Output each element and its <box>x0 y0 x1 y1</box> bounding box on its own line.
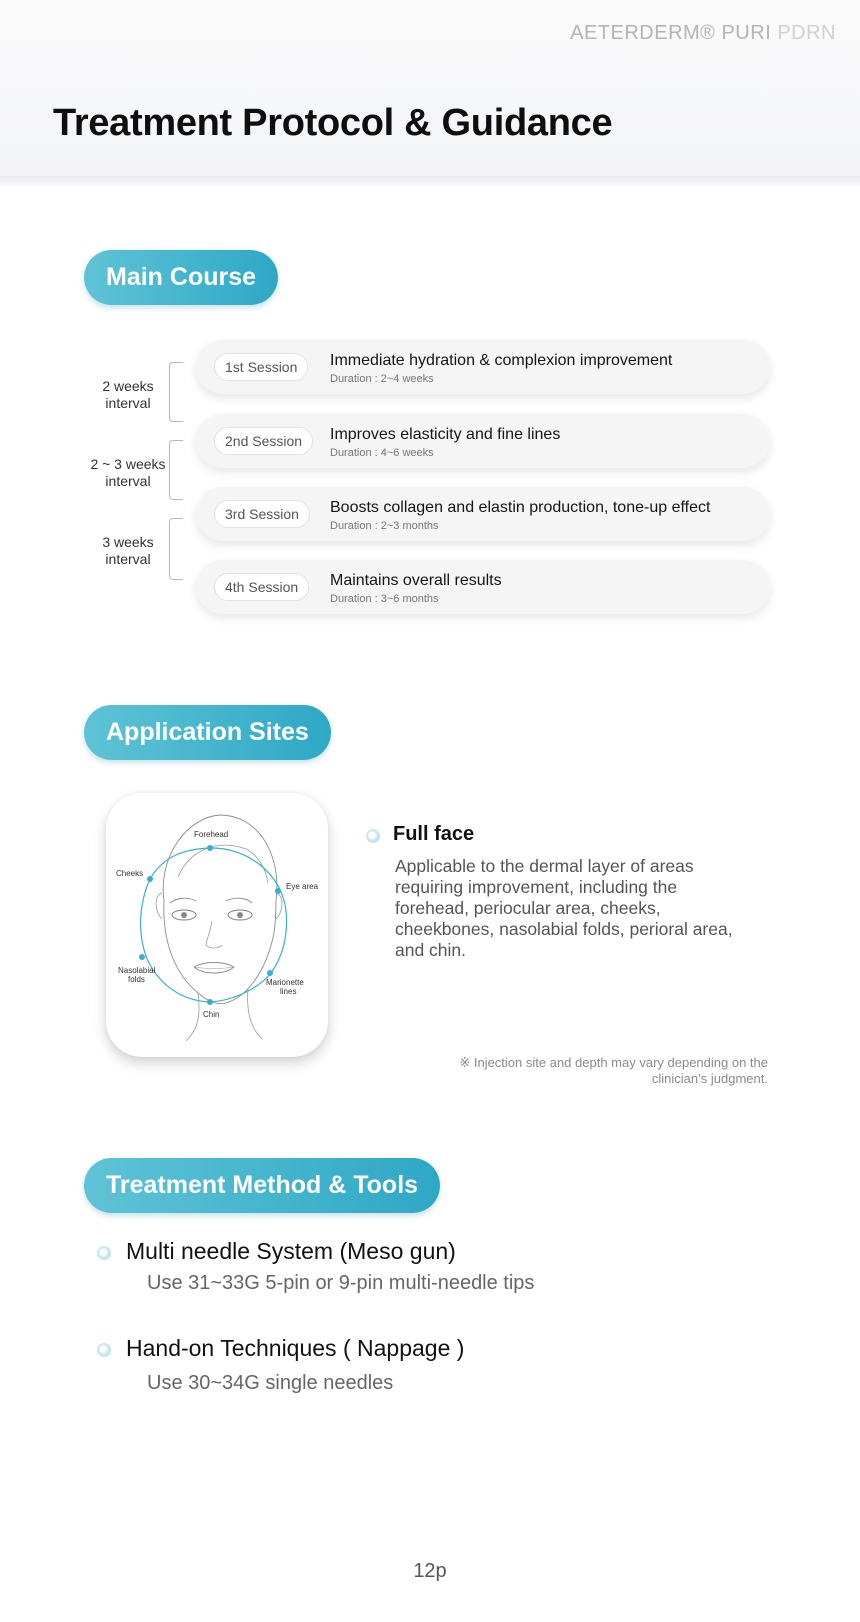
label-cheeks: Cheeks <box>116 869 144 878</box>
ear-right <box>276 893 282 919</box>
injection-note: ※ Injection site and depth may vary depending on the clinician’s judgment. <box>459 1055 768 1086</box>
head-outline <box>163 815 277 901</box>
label-eye-area: Eye area <box>286 882 319 891</box>
main-course-heading: Main Course <box>84 250 278 305</box>
session-card-1 <box>196 340 770 394</box>
session-tag: 1st Session <box>214 353 308 381</box>
pupil-left <box>181 912 187 918</box>
bullet-icon <box>366 829 380 843</box>
face-diagram-card <box>106 793 328 1057</box>
session-duration: Duration : 4~6 weeks <box>330 447 434 459</box>
session-tag: 2nd Session <box>214 427 313 455</box>
site-dot-cheeks <box>147 876 153 882</box>
interval-bracket-1 <box>169 362 183 422</box>
face-diagram <box>106 793 328 1057</box>
session-description: Immediate hydration & complexion improvement <box>330 352 673 369</box>
method-desc-1: Use 31~33G 5-pin or 9-pin multi-needle tips <box>147 1272 535 1294</box>
site-dot-eye-area <box>275 888 281 894</box>
neck-right <box>248 989 262 1039</box>
site-dot-forehead <box>207 845 213 851</box>
session-card-4 <box>196 560 770 614</box>
nose <box>206 921 222 948</box>
lip-line <box>194 967 234 969</box>
session-description: Boosts collagen and elastin production, tone-up effect <box>330 499 711 516</box>
page-title: Treatment Protocol & Guidance <box>53 102 613 144</box>
label-chin: Chin <box>203 1010 220 1019</box>
bullet-icon <box>97 1246 111 1260</box>
method-title-1: Multi needle System (Meso gun) <box>126 1238 456 1264</box>
session-description: Maintains overall results <box>330 572 502 589</box>
label-nasolabial-2: folds <box>128 975 145 984</box>
label-marionette-1: Marionette <box>266 978 304 987</box>
label-forehead: Forehead <box>194 830 229 839</box>
session-duration: Duration : 3~6 months <box>330 593 439 605</box>
pupil-right <box>237 912 243 918</box>
ear-left <box>156 893 162 919</box>
method-title-2: Hand-on Techniques ( Nappage ) <box>126 1335 465 1361</box>
page-number: 12p <box>413 1560 447 1582</box>
interval-label-2: 2 ~ 3 weeks interval <box>90 456 166 489</box>
full-face-title: Full face <box>393 823 475 845</box>
session-tag: 3rd Session <box>214 500 310 528</box>
session-duration: Duration : 2~3 months <box>330 520 439 532</box>
page-header <box>0 0 860 178</box>
label-marionette-2: lines <box>280 987 297 996</box>
site-dot-marionette <box>267 970 273 976</box>
brand-name: AETERDERM® PURI <box>570 22 772 44</box>
site-dot-chin <box>207 999 213 1005</box>
bullet-icon <box>97 1343 111 1357</box>
site-dot-nasolabial <box>139 954 145 960</box>
treatment-method-heading: Treatment Method & Tools <box>84 1158 440 1213</box>
method-desc-2: Use 30~34G single needles <box>147 1372 394 1394</box>
interval-label-1: 2 weeks interval <box>102 378 154 411</box>
session-duration: Duration : 2~4 weeks <box>330 373 434 385</box>
face-outline <box>164 901 276 1004</box>
hairline <box>178 845 268 883</box>
interval-bracket-2 <box>169 440 183 500</box>
brand-suffix: PDRN <box>777 22 836 44</box>
eyebrow-right <box>226 898 252 903</box>
session-description: Improves elasticity and fine lines <box>330 426 561 443</box>
session-card-2 <box>196 414 770 468</box>
interval-bracket-3 <box>169 518 183 580</box>
eyebrow-left <box>170 898 196 903</box>
application-sites-heading: Application Sites <box>84 705 331 760</box>
brand-logo <box>570 22 836 45</box>
interval-label-3: 3 weeks interval <box>102 534 154 567</box>
label-nasolabial-1: Nasolabial <box>118 966 156 975</box>
full-face-description: Applicable to the dermal layer of areas requiring improvement, including the forehead, periocular area, cheeks, cheekbones, nasolabial folds, perioral area, and chin. <box>395 856 733 960</box>
session-tag: 4th Session <box>214 573 309 601</box>
session-card-3 <box>196 487 770 541</box>
